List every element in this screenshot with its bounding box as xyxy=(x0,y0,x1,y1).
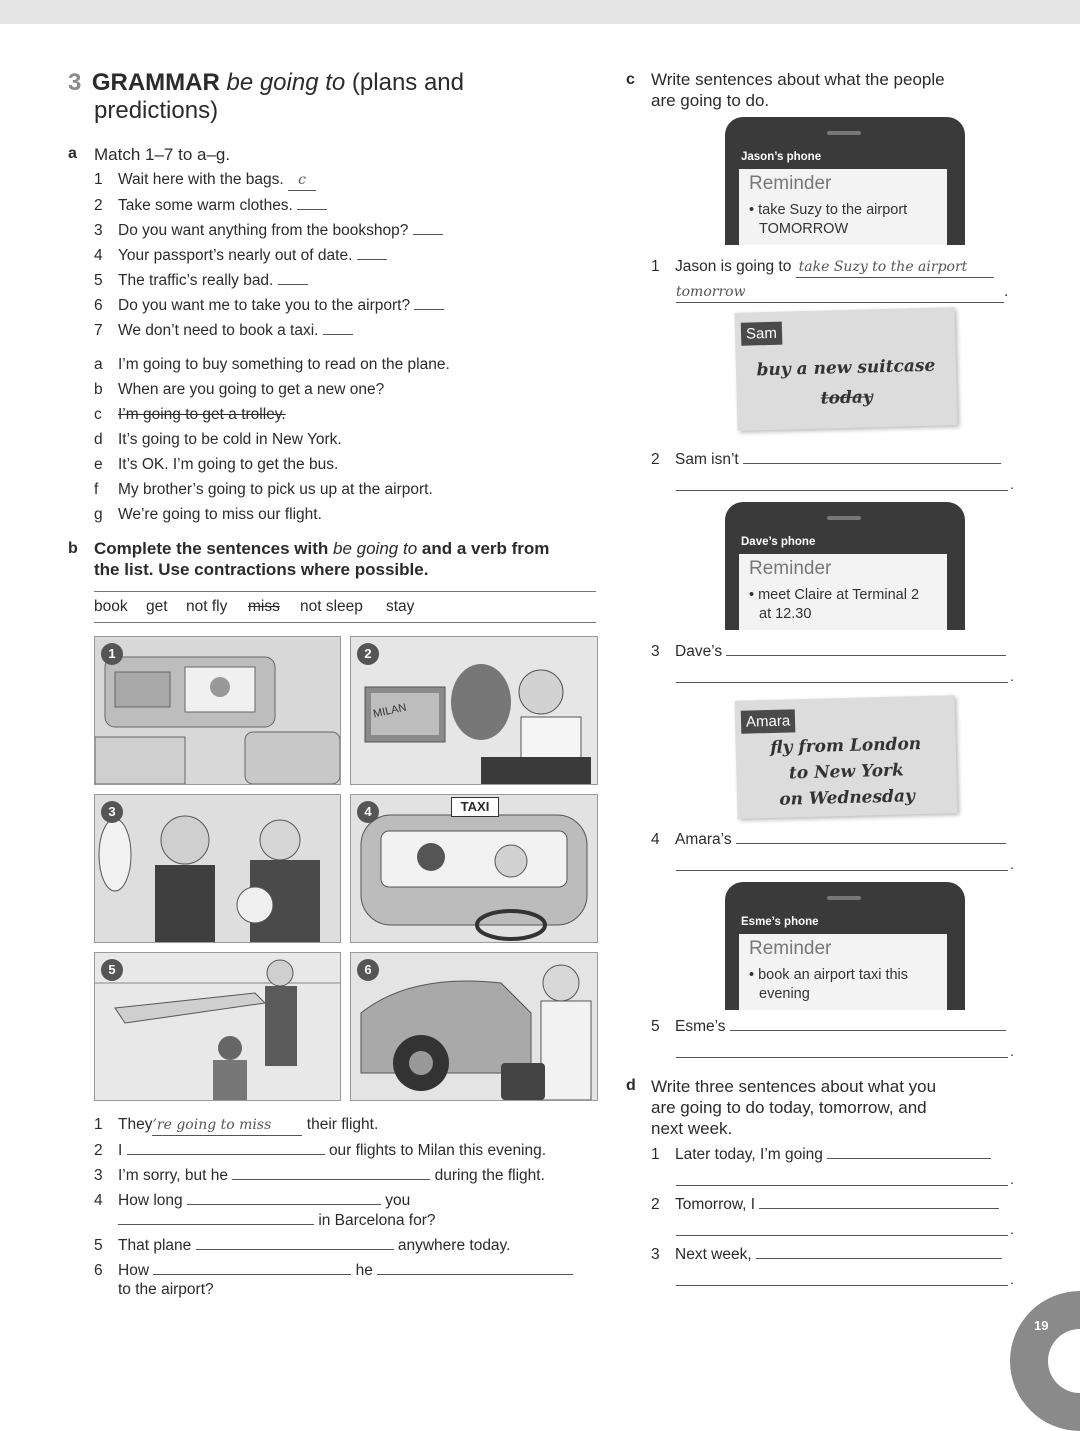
part-c-label: c xyxy=(626,71,635,88)
picture-number: 6 xyxy=(357,959,379,981)
picture-1 xyxy=(94,636,341,785)
answer-blank[interactable] xyxy=(357,245,387,260)
answer-blank[interactable] xyxy=(297,195,327,210)
answer-blank[interactable] xyxy=(187,1190,381,1205)
picture-number: 4 xyxy=(357,801,379,823)
sentence-2: 2 I our flights to Milan this evening. xyxy=(94,1142,547,1159)
full-stop: . xyxy=(1010,1043,1014,1059)
picture-3 xyxy=(94,794,341,943)
answer-handwritten: c xyxy=(288,170,316,191)
answer-handwritten: tomorrow xyxy=(676,282,1004,303)
full-stop: . xyxy=(1010,476,1014,492)
option-item: d It’s going to be cold in New York. xyxy=(94,431,342,448)
answer-blank[interactable] xyxy=(726,641,1006,656)
part-c-instruction-line2: are going to do. xyxy=(651,91,770,110)
picture-4 xyxy=(350,794,598,943)
full-stop: . xyxy=(1010,1171,1014,1187)
answer-blank[interactable] xyxy=(196,1235,394,1250)
answer-line[interactable] xyxy=(676,681,1008,683)
part-b-label: b xyxy=(68,540,78,557)
section-title-italic: be going to xyxy=(226,69,346,96)
d-answer-3: 3 Next week, xyxy=(651,1244,1002,1265)
option-item: a I’m going to buy something to read on the plane. xyxy=(94,356,450,373)
part-b-instruction: Complete the sentences with be going to and a verb from xyxy=(94,539,550,558)
plane-cabin-illustration xyxy=(95,795,340,942)
answer-line[interactable] xyxy=(676,1056,1008,1058)
answer-blank[interactable] xyxy=(377,1260,573,1275)
phone-owner: Esme’s phone xyxy=(741,916,819,928)
sticky-note-sam xyxy=(734,307,957,431)
picture-6 xyxy=(350,952,598,1101)
sentence-5: 5 That plane anywhere today. xyxy=(94,1237,511,1254)
sentence-6: 6 How he xyxy=(94,1260,573,1281)
phone-reminder-dave xyxy=(725,502,965,630)
answer-blank[interactable] xyxy=(413,220,443,235)
part-a-instruction: Match 1–7 to a–g. xyxy=(94,145,231,164)
sticky-note-amara xyxy=(734,695,957,819)
answer-blank[interactable] xyxy=(730,1016,1006,1031)
c-answer-2: 2 Sam isn’t xyxy=(651,449,1001,470)
sentence-6-cont: to the airport? xyxy=(118,1281,214,1298)
option-item: b When are you going to get a new one? xyxy=(94,381,385,398)
full-stop: . xyxy=(1010,668,1014,684)
page-number: 19 xyxy=(1034,1318,1049,1333)
c-answer-3: 3 Dave’s xyxy=(651,641,1006,662)
d-answer-2: 2 Tomorrow, I xyxy=(651,1194,999,1215)
full-stop: . xyxy=(1010,1271,1014,1287)
clamped-car-illustration xyxy=(351,953,597,1100)
note-tag: Amara xyxy=(741,709,796,733)
answer-blank[interactable] xyxy=(827,1144,991,1159)
car-illustration xyxy=(95,637,340,784)
word-crossed: miss xyxy=(248,598,280,615)
part-b-instruction-line2: the list. Use contractions where possible. xyxy=(94,560,429,579)
picture-number: 1 xyxy=(101,643,123,665)
laptop-text: MILAN xyxy=(372,701,408,721)
note-text: to New York xyxy=(788,760,905,784)
picture-5 xyxy=(94,952,341,1101)
reminder-item: • meet Claire at Terminal 2 at 12.30 xyxy=(749,587,920,622)
answer-blank[interactable] xyxy=(127,1140,325,1155)
section-title-line2: predictions) xyxy=(94,97,219,124)
reminder-title: Reminder xyxy=(749,558,832,579)
sentence-1: 1 They’re going to miss their flight. xyxy=(94,1115,378,1136)
c-answer-5: 5 Esme’s xyxy=(651,1016,1006,1037)
option-item: f My brother’s going to pick us up at the airport. xyxy=(94,481,433,498)
c-answer-1: 1 Jason is going to take Suzy to the airport xyxy=(651,257,994,278)
answer-line[interactable] xyxy=(676,1234,1008,1236)
part-d-instruction-line2: are going to do today, tomorrow, and xyxy=(651,1098,927,1117)
answer-blank[interactable] xyxy=(743,449,1001,464)
taxi-sign: TAXI xyxy=(451,797,499,817)
reminder-item: • take Suzy to the airport TOMORROW xyxy=(749,202,908,237)
sentence-4: 4 How long you xyxy=(94,1192,411,1209)
word: get xyxy=(146,598,168,615)
note-text: on Wednesday xyxy=(779,786,916,810)
answer-line[interactable] xyxy=(676,489,1008,491)
answer-blank[interactable] xyxy=(278,270,308,285)
sentence-4-cont: in Barcelona for? xyxy=(118,1210,436,1231)
reminder-title: Reminder xyxy=(749,938,832,959)
phone-speaker xyxy=(827,131,861,135)
word-list xyxy=(94,591,596,623)
option-item: e It’s OK. I’m going to get the bus. xyxy=(94,456,339,473)
full-stop: . xyxy=(1010,1221,1014,1237)
part-d-label: d xyxy=(626,1077,636,1094)
answer-line[interactable] xyxy=(676,869,1008,871)
reminder-item: • book an airport taxi this evening xyxy=(749,967,909,1002)
phone-screen xyxy=(739,169,947,245)
phone-owner: Jason’s phone xyxy=(741,151,822,163)
c-answer-1-cont: tomorrow . xyxy=(676,282,1008,303)
note-text: fly from London xyxy=(770,734,922,758)
page-corner-decoration xyxy=(1010,1291,1080,1431)
option-item-crossed: c I’m going to get a trolley. xyxy=(94,406,286,423)
note-tag: Sam xyxy=(741,322,782,346)
answer-line[interactable] xyxy=(676,1184,1008,1186)
option-item: g We’re going to miss our flight. xyxy=(94,506,322,523)
list-item: 4 Your passport’s nearly out of date. xyxy=(94,245,387,266)
answer-blank[interactable] xyxy=(414,295,444,310)
section-title xyxy=(68,69,464,97)
airport-window-illustration xyxy=(95,953,340,1100)
answer-blank[interactable] xyxy=(118,1210,314,1225)
list-item: 1 Wait here with the bags. c xyxy=(94,170,316,191)
list-item: 7 We don’t need to book a taxi. xyxy=(94,320,353,341)
sentence-3: 3 I’m sorry, but he during the flight. xyxy=(94,1167,545,1184)
d-answer-1: 1 Later today, I’m going xyxy=(651,1144,991,1165)
answer-handwritten: take Suzy to the airport xyxy=(796,257,994,278)
section-title-rest: (plans and xyxy=(351,69,464,96)
answer-blank[interactable] xyxy=(759,1194,999,1209)
answer-blank[interactable] xyxy=(323,320,353,335)
taxi-illustration xyxy=(351,795,597,942)
phone-speaker xyxy=(827,896,861,900)
phone-reminder-esme xyxy=(725,882,965,1010)
word: not fly xyxy=(186,598,228,615)
answer-line[interactable] xyxy=(676,1284,1008,1286)
word: not sleep xyxy=(300,598,363,615)
word: book xyxy=(94,598,128,615)
phone-speaker xyxy=(827,516,861,520)
picture-number: 3 xyxy=(101,801,123,823)
picture-number: 2 xyxy=(357,643,379,665)
reminder-title: Reminder xyxy=(749,173,832,194)
word: stay xyxy=(386,598,415,615)
list-item: 6 Do you want me to take you to the airport? xyxy=(94,295,444,316)
part-a-label: a xyxy=(68,145,77,162)
note-text-crossed: today xyxy=(820,387,873,409)
part-d-instruction-line3: next week. xyxy=(651,1119,733,1138)
section-title-bold: GRAMMAR xyxy=(91,69,220,96)
section-number: 3 xyxy=(68,69,82,96)
answer-blank[interactable] xyxy=(153,1260,351,1275)
phone-owner: Dave’s phone xyxy=(741,536,816,548)
list-item: 5 The traffic’s really bad. xyxy=(94,270,308,291)
c-answer-4: 4 Amara’s xyxy=(651,829,1006,850)
answer-handwritten: ’re going to miss xyxy=(152,1115,302,1136)
part-c-instruction: Write sentences about what the people xyxy=(651,70,945,89)
full-stop: . xyxy=(1010,856,1014,872)
picture-number: 5 xyxy=(101,959,123,981)
picture-2 xyxy=(350,636,598,785)
phone-reminder-jason xyxy=(725,117,965,245)
answer-blank[interactable] xyxy=(736,829,1006,844)
top-bar xyxy=(0,0,1080,24)
part-d-instruction: Write three sentences about what you xyxy=(651,1077,937,1096)
list-item: 2 Take some warm clothes. xyxy=(94,195,327,216)
phone-screen xyxy=(739,554,947,630)
answer-blank[interactable] xyxy=(756,1244,1002,1259)
phone-screen xyxy=(739,934,947,1010)
answer-blank[interactable] xyxy=(232,1165,430,1180)
list-item: 3 Do you want anything from the bookshop? xyxy=(94,220,443,241)
note-text: buy a new suitcase xyxy=(756,355,936,381)
